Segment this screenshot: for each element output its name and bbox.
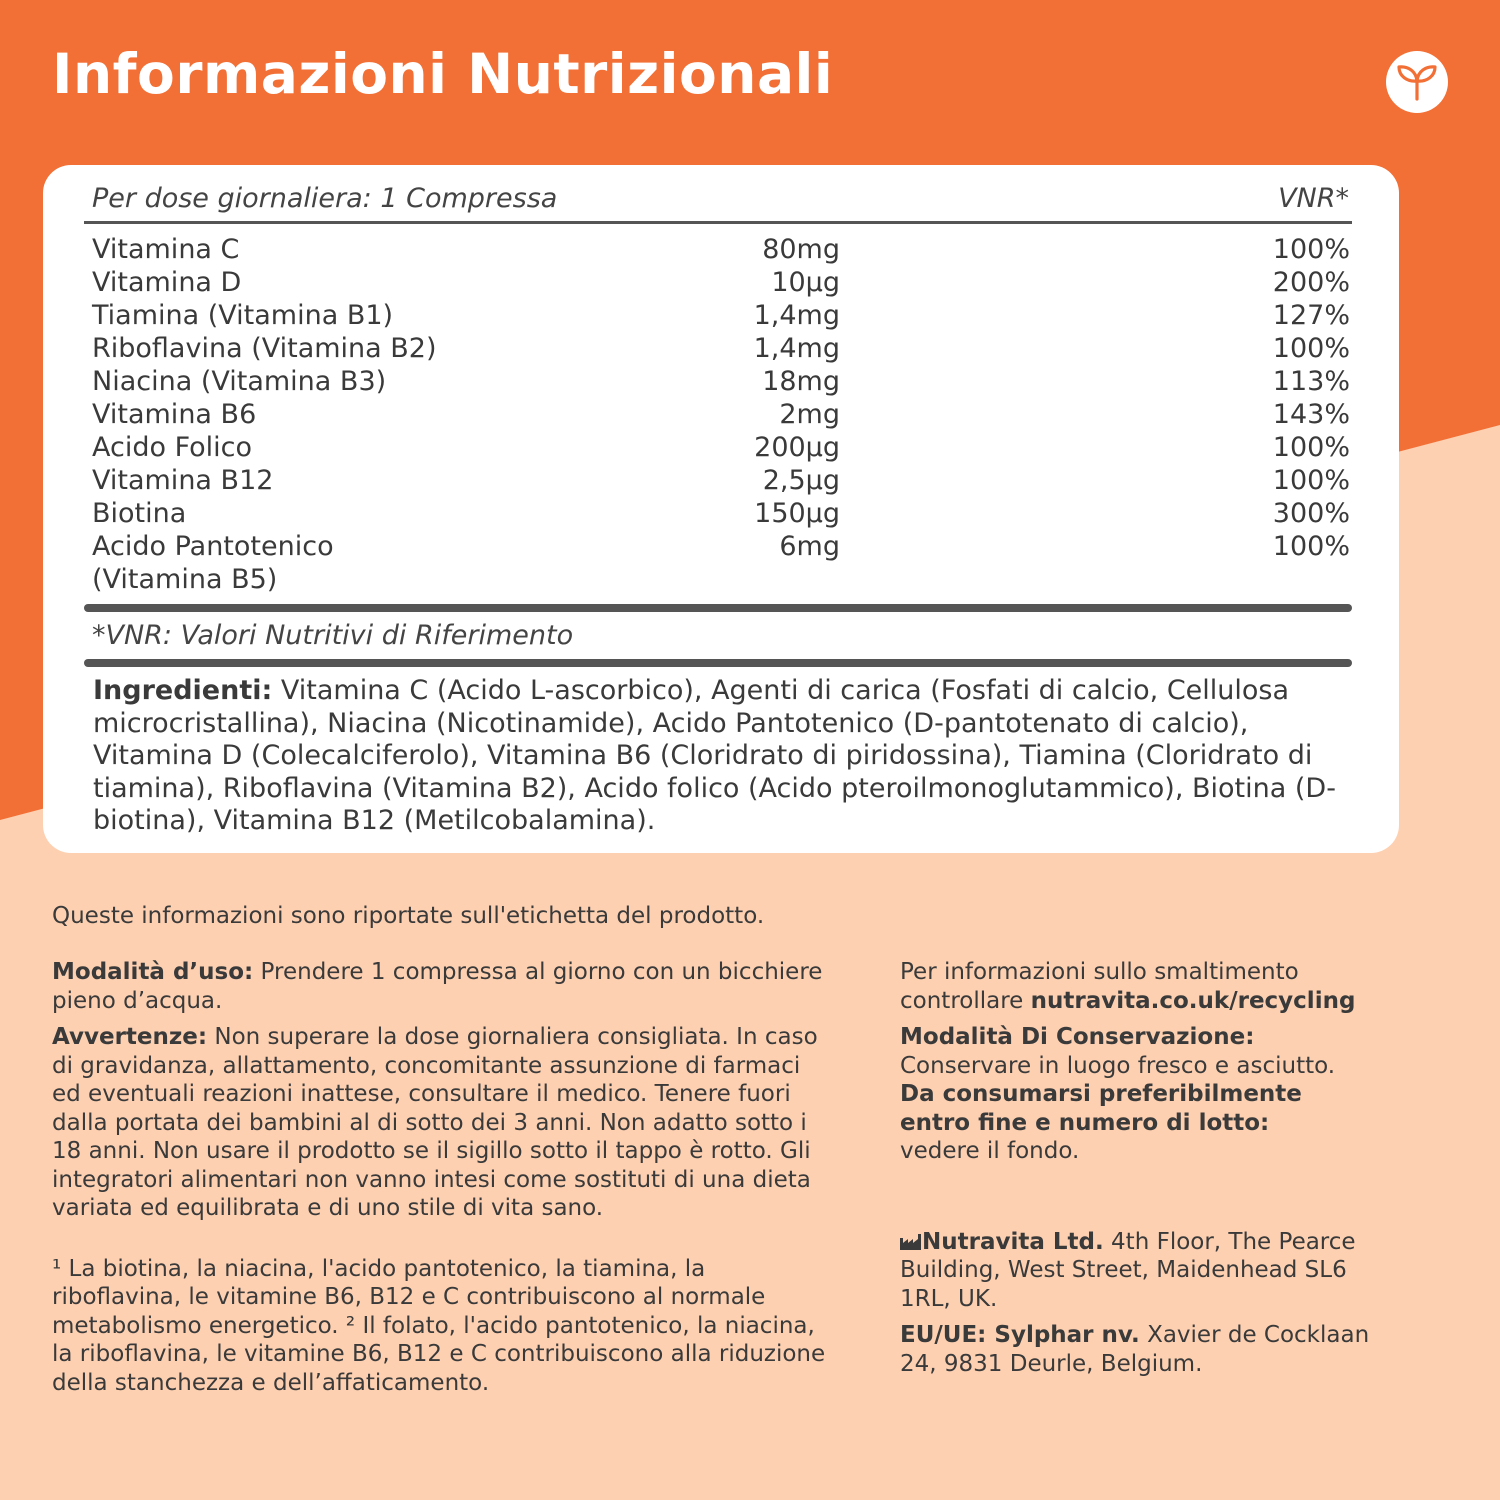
footnote-divider: [84, 659, 1352, 667]
table-divider: [84, 604, 1352, 612]
manufacturer-name: Nutravita Ltd.: [922, 1228, 1104, 1255]
nutrient-amount: 80mg: [762, 234, 840, 265]
nutrient-amount: 2mg: [779, 399, 840, 430]
eu-representative-address: Xavier de Cocklaan 24, 9831 Deurle, Belgium.: [900, 1322, 1370, 1377]
table-row: [92, 299, 1350, 332]
usage-text: Prendere 1 compressa al giorno con un bicchiere pieno d’acqua.: [52, 959, 823, 1014]
leaf-icon: [1386, 51, 1448, 113]
table-row: [92, 233, 1350, 266]
recycling-text: Per informazioni sullo smaltimento controllare: [900, 959, 1299, 1014]
storage-text: Conservare in luogo fresco e asciutto.: [900, 1052, 1336, 1079]
nutrient-vnr: 113%: [1272, 366, 1350, 397]
nutrient-name: Vitamina B12: [92, 465, 274, 496]
usage-warnings-column: [52, 958, 832, 1405]
nutrient-name: Acido Pantotenico: [92, 531, 334, 562]
nutrient-name: Vitamina C: [92, 234, 240, 265]
ingredients-list: Vitamina C (Acido L-ascorbico), Agenti di carica (Fosfati di calcio, Cellulosa microcristallina), Niacina (Nicotinamide), Acido Pantotenico (D-pantotenato di calcio), Vitamina D (Colecalciferolo), Vitamina B6 (Cloridrato di piridossina), Tiamina (Cloridrato di tiamina), Riboflavina (Vitamina B2), Acido folico (Acido pteroilmonoglutammico), Biotina (D-biotina), Vitamina B12 (Metilcobalamina).: [93, 675, 1336, 836]
ingredients-text: [93, 675, 1343, 838]
nutrient-vnr: 127%: [1272, 300, 1350, 331]
table-row: [92, 530, 1350, 595]
storage-paragraph: [900, 1023, 1370, 1166]
nutrient-amount: 1,4mg: [753, 333, 840, 364]
nutrient-vnr: 100%: [1272, 432, 1350, 463]
storage-label: Modalità Di Conservazione:: [900, 1024, 1255, 1050]
nutrient-amount: 200µg: [754, 432, 840, 463]
table-row: [92, 266, 1350, 299]
table-row: [92, 332, 1350, 365]
eu-representative-paragraph: [900, 1321, 1370, 1378]
best-before-label: Da consumarsi preferibilmente entro fine e numero di lotto:: [900, 1081, 1302, 1136]
nutrient-table: [92, 233, 1350, 595]
health-claims-notes: ¹ La biotina, la niacina, l'acido pantotenico, la tiamina, la riboflavina, le vitamine B6, B12 e C contribuiscono al normale metabolismo energetico. ² Il folato, l'acido pantotenico, la niacina, la riboflavina, le vitamine B6, B12 e C contribuiscono alla riduzione della stanchezza e dell’affaticamento.: [52, 1255, 826, 1396]
nutrient-name: Tiamina (Vitamina B1): [92, 300, 394, 331]
nutrition-card: [43, 165, 1399, 853]
recycling-paragraph: [900, 958, 1370, 1015]
nutrient-name: Vitamina D: [92, 267, 242, 298]
nutrient-amount: 2,5µg: [762, 465, 840, 496]
nutrient-name: Riboflavina (Vitamina B2): [92, 333, 437, 364]
manufacturer-paragraph: [900, 1228, 1370, 1314]
recycling-link[interactable]: nutravita.co.uk/recycling: [1030, 987, 1356, 1014]
nutrient-amount: 18mg: [762, 366, 840, 397]
warnings-text: Non superare la dose giornaliera consigliata. In caso di gravidanza, allattamento, concomitante assunzione di farmaci ed eventuali reazioni inattese, consultare il medico. Tenere fuori dalla portata dei bambini al di sotto dei 3 anni. Non adatto sotto i 18 anni. Non usare il prodotto se il sigillo sotto il tappo è rotto. Gli integratori alimentari non vanno intesi come sostituti di una dieta variata ed equilibrata e di uno stile di vita sano.: [52, 1024, 818, 1221]
nutrient-name: Vitamina B6: [92, 399, 257, 430]
dose-label: Per dose giornaliera: 1 Compressa: [92, 183, 558, 214]
eu-representative-label: EU/UE: Sylphar nv.: [900, 1322, 1140, 1348]
nutrient-name-line2: (Vitamina B5): [92, 564, 278, 595]
nutrient-vnr: 100%: [1272, 531, 1350, 562]
manufacturer-address: 4th Floor, The Pearce Building, West Street, Maidenhead SL6 1RL, UK.: [900, 1228, 1356, 1312]
nutrient-vnr: 100%: [1272, 333, 1350, 364]
page-title: Informazioni Nutrizionali: [52, 42, 834, 106]
table-row: [92, 365, 1350, 398]
table-row: [92, 464, 1350, 497]
ingredients-label: Ingredienti:: [93, 675, 273, 706]
usage-label: Modalità d’uso:: [52, 959, 254, 985]
nutrient-vnr: 300%: [1272, 498, 1350, 529]
table-row: [92, 431, 1350, 464]
nutrient-vnr: 200%: [1272, 267, 1350, 298]
vnr-footnote: *VNR: Valori Nutritivi di Riferimento: [92, 620, 574, 651]
table-row: [92, 398, 1350, 431]
usage-paragraph: [52, 958, 832, 1015]
vnr-header: VNR*: [1278, 183, 1349, 214]
nutrient-amount: 150µg: [754, 498, 840, 529]
table-row: [92, 497, 1350, 530]
nutrient-name: Biotina: [92, 498, 187, 529]
nutrient-amount: 10µg: [771, 267, 840, 298]
nutrient-amount: 1,4mg: [753, 300, 840, 331]
nutrient-vnr: 100%: [1272, 465, 1350, 496]
nutrient-amount: 6mg: [779, 531, 840, 562]
label-info-line: Queste informazioni sono riportate sull'etichetta del prodotto.: [52, 903, 765, 929]
nutrient-vnr: 143%: [1272, 399, 1350, 430]
nutrient-name: Niacina (Vitamina B3): [92, 366, 387, 397]
nutrient-vnr: 100%: [1272, 234, 1350, 265]
best-before-text: vedere il fondo.: [900, 1138, 1080, 1164]
factory-icon: [900, 1234, 922, 1250]
nutrient-name: Acido Folico: [92, 432, 253, 463]
header-divider: [84, 221, 1352, 224]
warnings-paragraph: [52, 1023, 832, 1223]
warnings-label: Avvertenze:: [52, 1024, 208, 1050]
storage-manufacturer-column: [900, 958, 1370, 1386]
